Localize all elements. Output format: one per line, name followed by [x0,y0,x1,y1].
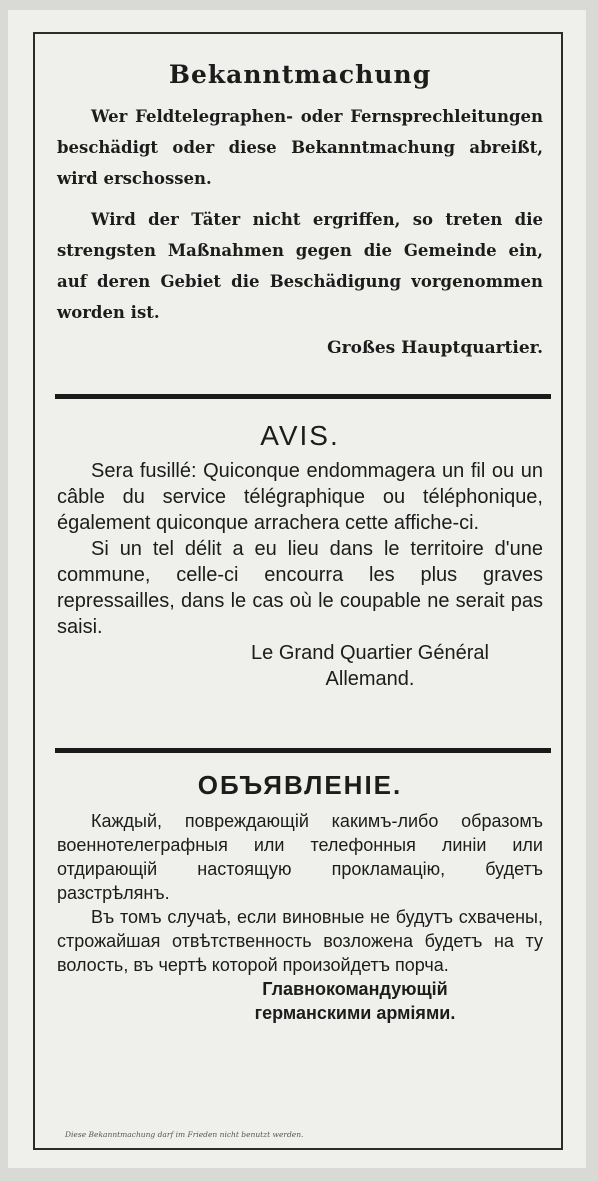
german-section [57,60,543,358]
poster-frame [33,32,563,1150]
divider-rule-1 [55,394,551,399]
divider-rule-2 [55,748,551,753]
russian-signature-line-2: германскими арміями. [254,1003,456,1023]
german-signature: Großes Hauptquartier. [327,338,543,358]
german-paragraph-1: Wer Feldtelegraphen- oder Fernsprechleitungen beschädigt oder diese Bekanntmachung abreißt, wird erschossen. [57,107,543,188]
french-title: AVIS. [260,420,340,451]
russian-paragraph-2: Въ томъ случаѣ, если виновные не будутъ схвачены, строжайшая отвѣтственность возложена будетъ на ту волость, въ чертѣ которой произойдетъ порча. [57,907,543,975]
french-signature-line-2: Allemand. [325,668,415,690]
french-paragraph-1: Sera fusillé: Quiconque endommagera un fil ou un câble du service télégraphique ou téléphonique, également quiconque arrachera cette affiche-ci. [57,460,543,534]
russian-signature-line-1: Главнокомандующій [262,979,448,999]
french-signature-line-1: Le Grand Quartier Général [251,642,489,664]
russian-title: ОБЪЯВЛЕНІЕ. [197,770,403,800]
french-section [57,420,543,692]
russian-paragraph-1: Каждый, повреждающій какимъ-либо образомъ военнотелеграфныя или телефонныя линіи или отдирающій настоящую прокламацію, будетъ разстрѣлянъ. [57,811,543,903]
russian-section [57,770,543,1025]
footer-note: Diese Bekanntmachung darf im Frieden nicht benutzt werden. [65,1130,304,1139]
german-paragraph-2: Wird der Täter nicht ergriffen, so treten die strengsten Maßnahmen gegen die Gemeinde ein, auf deren Gebiet die Beschädigung vorgenommen worden ist. [57,210,543,322]
french-paragraph-2: Si un tel délit a eu lieu dans le territoire d'une commune, celle-ci encourra les plus graves repressailles, dans le cas où le coupable ne serait pas saisi. [57,538,543,638]
german-title: Bekanntmachung [168,60,432,89]
poster-paper [8,10,586,1168]
